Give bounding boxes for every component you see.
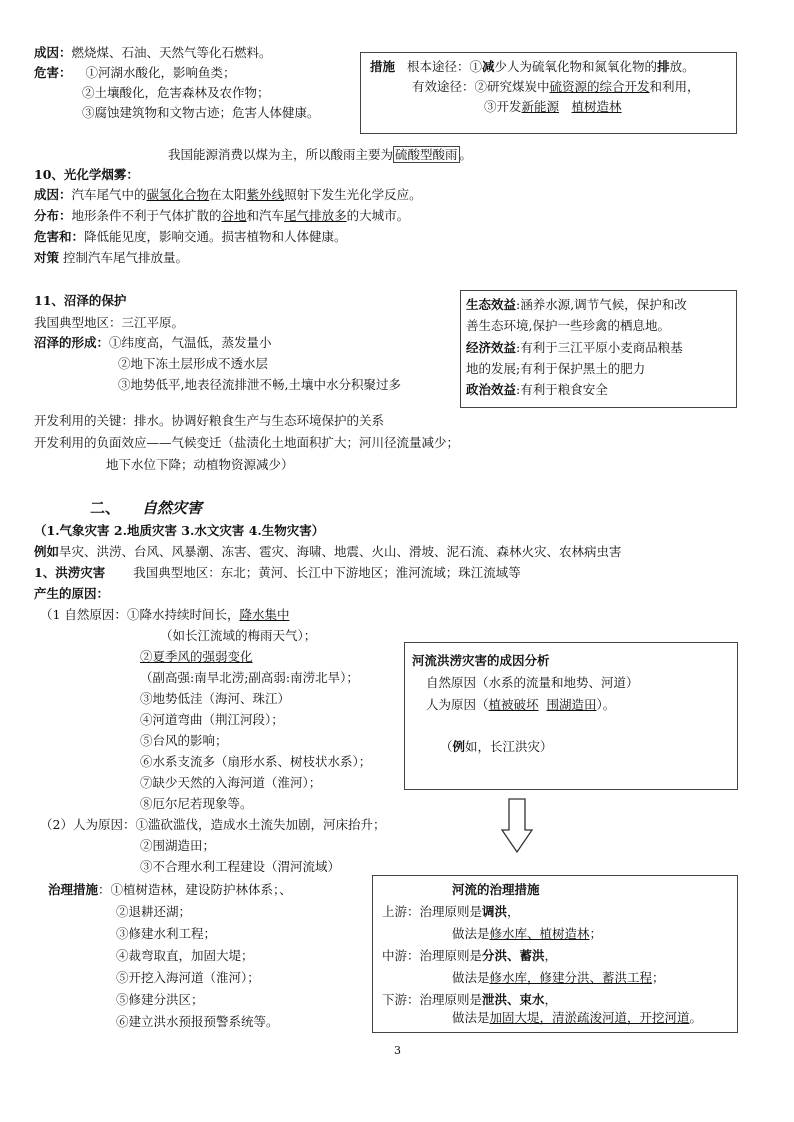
text: ，: [544, 992, 558, 1007]
disaster-types: （1.气象灾害 2.地质灾害 3.水文灾害 4.生物灾害）: [34, 523, 325, 538]
swamp-formation-3: ③地势低平,地表径流排泄不畅,土壤中水分积聚过多: [118, 377, 401, 392]
text: 植树造林: [571, 99, 622, 114]
river-title: 河流的治理措施: [452, 882, 540, 897]
text: 地形条件不利于气体扩散的: [71, 208, 222, 223]
swamp-negative-1: 开发利用的负面效应——气候变迁（盐渍化土地面积扩大；河川径流量减少；: [34, 435, 460, 450]
label: 对策: [34, 250, 60, 265]
text: :有利于三江平原小麦商品粮基: [516, 340, 683, 355]
text: 调洪: [482, 904, 508, 919]
smog-measure: [34, 249, 188, 267]
text: 降低能见度，影响交通。损害植物和人体健康。: [84, 229, 347, 244]
text: ①降水持续时间长，: [126, 607, 240, 622]
text: 紫外线: [246, 187, 285, 202]
text: 排: [657, 59, 670, 74]
text: 做法是: [452, 970, 490, 985]
text: 人为原因（: [426, 697, 489, 712]
gov-6: ⑤修建分洪区；: [116, 992, 204, 1007]
text: ，: [507, 904, 520, 919]
eco-benefit-2: 善生态环境,保护一些珍禽的栖息地。: [466, 318, 670, 333]
title: 自然灾害: [142, 499, 203, 517]
river-upper-do: [452, 925, 602, 943]
text: ；: [589, 926, 603, 941]
acid-rain-harm-3: ③腐蚀建筑物和文物古迹；危害人体健康。: [82, 105, 320, 120]
gov-4: ④裁弯取直，加固大堤；: [116, 948, 254, 963]
text: 中游：治理原则是: [382, 948, 483, 963]
swamp-title: 11、沼泽的保护: [34, 293, 127, 308]
text: 有效途径：②研究煤炭中: [412, 79, 550, 94]
smog-distribution: [34, 207, 409, 225]
text: 我国典型地区：东北；黄河、长江中下游地区；淮河流域；珠江流域等: [133, 565, 521, 580]
econ-benefit-1: [466, 339, 683, 357]
down-arrow-icon: [500, 798, 534, 854]
text: 减: [482, 59, 495, 74]
text: 谷地: [221, 208, 247, 223]
flood-natural-6: ⑥水系支流多（扇形水系、树枝状水系）；: [140, 754, 372, 769]
measures-line-2: [412, 78, 700, 96]
analysis-example: [440, 738, 553, 756]
flood-human-1: [40, 816, 385, 834]
text: 尾气排放多: [284, 208, 347, 223]
text: 修水库、植树造林: [489, 926, 590, 941]
analysis-natural: 自然原因（水系的流量和地势、河道）: [426, 675, 639, 690]
eco-benefit-1: [466, 296, 687, 314]
text: ①纬度高，气温低，蒸发量小: [109, 335, 272, 350]
text: 上游：治理原则是: [382, 904, 483, 919]
flood-natural-2b: （副高强:南旱北涝;副高弱:南涝北旱）；: [140, 670, 359, 685]
measures-line-3: [484, 98, 622, 116]
flood-natural-4: ④河道弯曲（荆江河段）；: [140, 712, 284, 727]
text: ）。: [596, 697, 616, 712]
text: 和汽车: [246, 208, 285, 223]
econ-benefit-2: 地的发展;有利于保护黑土的肥力: [466, 361, 646, 376]
text: ，: [544, 948, 558, 963]
flood-human-3: ③不合理水利工程建设（渭河流域）: [140, 859, 341, 874]
text: 我国能源消费以煤为主，所以酸雨主要为: [168, 147, 394, 162]
river-lower-do: [452, 1009, 702, 1027]
label: 经济效益: [466, 340, 517, 355]
flood-natural-3: ③地势低洼（海河、珠江）: [140, 691, 291, 706]
acid-rain-cause: [34, 44, 272, 62]
text: 在太阳: [209, 187, 247, 202]
text: 放。: [669, 59, 695, 74]
text: ；: [652, 970, 665, 985]
analysis-human: [426, 696, 615, 714]
text: 硫资源的综合开发: [549, 79, 650, 94]
text: 例: [452, 739, 466, 754]
text: ①滥砍滥伐，造成水土流失加剧，河床抬升；: [135, 817, 386, 832]
number: 二、: [90, 499, 121, 517]
text: 降水集中: [239, 607, 290, 622]
label: 成因：: [34, 187, 72, 202]
label: 危害：: [34, 65, 72, 80]
text: 围湖造田: [546, 697, 597, 712]
smog-harm: [34, 228, 347, 246]
flood-natural-1b: （如长江流域的梅雨天气）；: [160, 628, 317, 643]
label: 沼泽的形成：: [34, 335, 110, 350]
flood-natural-8: ⑧厄尔尼若现象等。: [140, 796, 253, 811]
smog-cause: [34, 186, 422, 204]
river-middle: [382, 947, 557, 965]
text: 少人为硫氧化物和氮氧化物的: [494, 59, 658, 74]
label: （2）人为原因：: [40, 817, 136, 832]
acid-rain-harm-2: ②土壤酸化，危害森林及农作物；: [82, 85, 270, 100]
river-middle-do: [452, 969, 665, 987]
disaster-examples: [34, 543, 622, 561]
gov-1: [48, 881, 292, 899]
text: ②夏季风的强弱变化: [140, 649, 253, 664]
boxed-term: 硫酸型酸雨: [395, 147, 458, 162]
label: 成因：: [34, 45, 72, 60]
gov-2: ②退耕还湖；: [116, 904, 192, 919]
part2-heading: [90, 499, 202, 517]
gov-5: ⑤开挖入海河道（淮河）；: [116, 970, 260, 985]
flood-natural-7: ⑦缺少天然的入海河道（淮河）；: [140, 775, 322, 790]
label: 政治效益: [466, 382, 517, 397]
label: 分布：: [34, 208, 72, 223]
text: 做法是: [452, 926, 490, 941]
text: 控制汽车尾气排放量。: [59, 250, 188, 265]
acid-rain-note: [168, 146, 472, 164]
text: （: [440, 739, 453, 754]
flood-natural-2: [140, 648, 253, 666]
text: ③开发: [484, 99, 522, 114]
label: 危害和：: [34, 229, 85, 244]
river-upper: [382, 903, 520, 921]
swamp-formation-1: [34, 334, 272, 352]
text: 和利用，: [649, 79, 700, 94]
text: 碳氢化合物: [146, 187, 210, 202]
gov-7: ⑥建立洪水预报预警系统等。: [116, 1014, 279, 1029]
label: 生态效益: [466, 297, 517, 312]
text: :有利于粮食安全: [516, 382, 608, 397]
text: 如，长江洪灾）: [465, 739, 553, 754]
flood-heading: [34, 564, 521, 582]
swamp-formation-2: ②地下冻土层形成不透水层: [118, 356, 269, 371]
measures-line-1: [370, 58, 695, 76]
text: 下游：治理原则是: [382, 992, 483, 1007]
text: 做法是: [452, 1010, 490, 1025]
text: 加固大堤，清淤疏浚河道，开挖河道: [489, 1010, 690, 1025]
smog-title: 10、光化学烟雾：: [34, 167, 139, 182]
text: 旱灾、洪涝、台风、风暴潮、冻害、雹灾、海啸、地震、火山、滑坡、泥石流、森林火灾、农林病虫害: [59, 544, 622, 559]
text: [559, 99, 572, 114]
title: 1、洪涝灾害: [34, 565, 106, 580]
river-lower: [382, 991, 557, 1009]
flood-cause-title: 产生的原因：: [34, 586, 110, 601]
gov-3: ③修建水利工程；: [116, 926, 217, 941]
flood-human-2: ②围湖造田；: [140, 838, 216, 853]
text: 汽车尾气中的: [71, 187, 147, 202]
text: 燃烧煤、石油、天然气等化石燃料。: [71, 45, 272, 60]
text: ：①植树造林，建设防护林体系；、: [98, 882, 292, 897]
analysis-title: 河流洪涝灾害的成因分析: [412, 653, 550, 668]
label: 例如: [34, 544, 60, 559]
swamp-key: 开发利用的关键：排水。协调好粮食生产与生态环境保护的关系: [34, 413, 385, 428]
text: ①河湖水酸化，影响鱼类；: [85, 65, 236, 80]
text: 根本途径：①: [407, 59, 483, 74]
label: 措施: [370, 59, 396, 74]
text: 的大城市。: [346, 208, 410, 223]
text: 分洪、蓄洪: [482, 948, 545, 963]
text: 植被破坏: [488, 697, 539, 712]
label: （1 自然原因：: [40, 607, 127, 622]
acid-rain-harm-1: [34, 64, 236, 82]
text: 修水库，修建分洪、蓄洪工程: [489, 970, 653, 985]
text: 。: [459, 147, 473, 162]
text: 新能源: [521, 99, 560, 114]
political-benefit: [466, 381, 608, 399]
text: 照射下发生光化学反应。: [284, 187, 422, 202]
swamp-region: 我国典型地区：三江平原。: [34, 315, 185, 330]
text: 。: [689, 1010, 703, 1025]
flood-natural-1: [40, 606, 289, 624]
text: 泄洪、束水: [482, 992, 545, 1007]
page-number: 3: [394, 1044, 401, 1057]
flood-natural-5: ⑤台风的影响；: [140, 733, 228, 748]
swamp-negative-2: 地下水位下降；动植物资源减少）: [106, 457, 294, 472]
text: :涵养水源,调节气候，保护和改: [516, 297, 687, 312]
label: 治理措施: [48, 882, 99, 897]
